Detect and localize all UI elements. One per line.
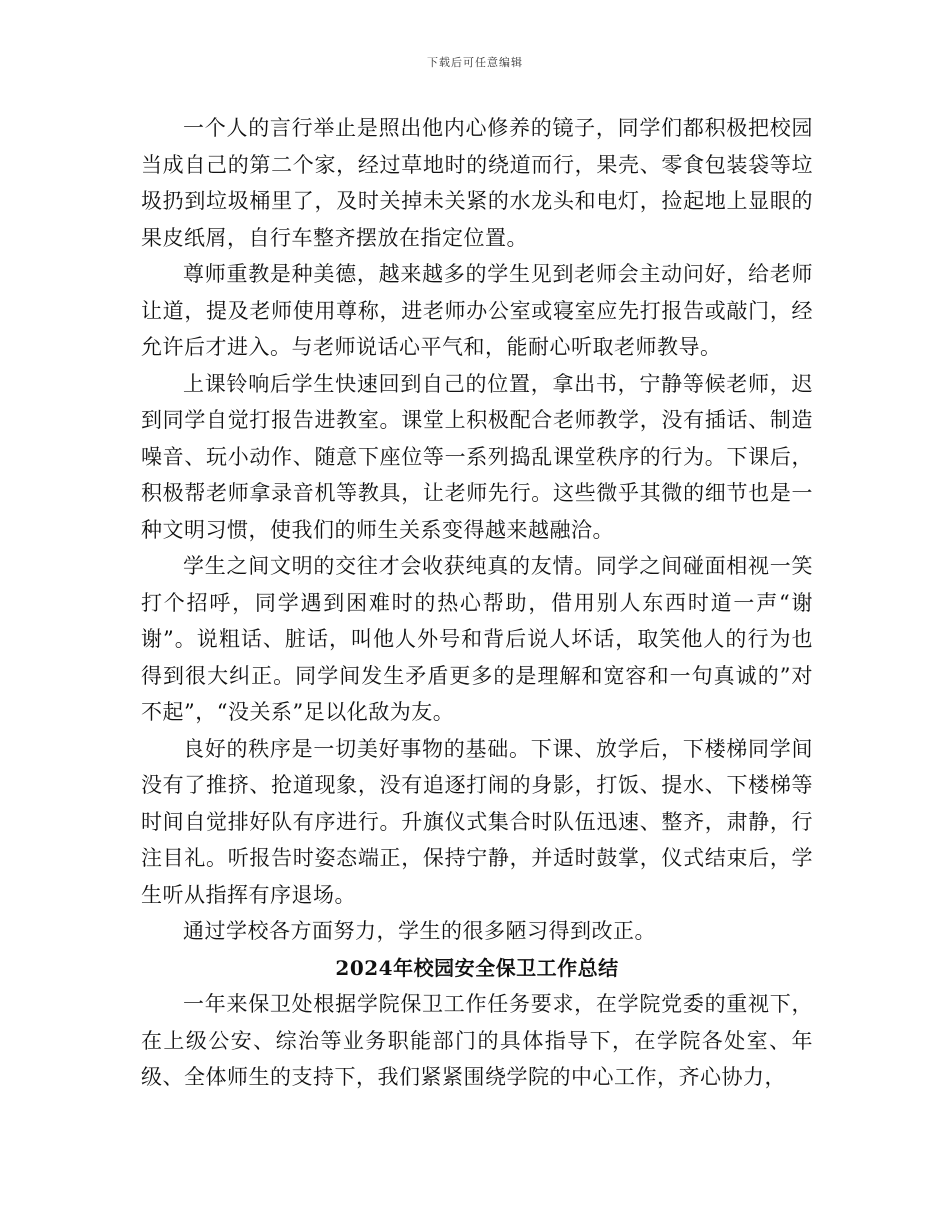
paragraph-good-order: 良好的秩序是一切美好事物的基础。下课、放学后，下楼梯同学间没有了推挤、抢道现象，没有追逐打闹的身影，打饭、提水、下楼梯等时间自觉排好队有序进行。升旗仪式集合时队伍迅速、整齐，肃静，行注目礼。听报告时姿态端正，保持宁静，并适时鼓掌，仪式结束后，学生听从指挥有序退场。	[141, 736, 813, 907]
page-header: 下载后可任意编辑	[427, 56, 523, 69]
paragraph-security-intro: 一年来保卫处根据学院保卫工作任务要求，在学院党委的重视下，在上级公安、综治等业务职能部门的具体指导下，在学院各处室、年级、全体师生的支持下，我们紧紧围绕学院的中心工作，齐心协力，	[141, 992, 813, 1089]
paragraph-classroom-order: 上课铃响后学生快速回到自己的位置，拿出书，宁静等候老师，迟到同学自觉打报告进教室。课堂上积极配合老师教学，没有插话、制造噪音、玩小动作、随意下座位等一系列捣乱课堂秩序的行为。下课后，积极帮老师拿录音机等教具，让老师先行。这些微乎其微的细节也是一种文明习惯，使我们的师生关系变得越来越融洽。	[141, 371, 813, 542]
paragraph-etiquette: 一个人的言行举止是照出他内心修养的镜子，同学们都积极把校园当成自己的第二个家，经过草地时的绕道而行，果壳、零食包装袋等垃圾扔到垃圾桶里了，及时关掉未关紧的水龙头和电灯，捡起地上显眼的果皮纸屑，自行车整齐摆放在指定位置。	[141, 116, 813, 250]
document-body	[141, 110, 813, 1096]
paragraph-conclusion: 通过学校各方面努力，学生的很多陋习得到改正。	[183, 919, 656, 943]
paragraph-respect-teachers: 尊师重教是种美德，越来越多的学生见到老师会主动问好，给老师让道，提及老师使用尊称，进老师办公室或寝室应先打报告或敲门，经允许后才进入。与老师说话心平气和，能耐心听取老师教导。	[141, 262, 813, 359]
paragraph-student-relations: 学生之间文明的交往才会收获纯真的友情。同学之间碰面相视一笑打个招呼，同学遇到困难时的热心帮助，借用别人东西时道一声“谢谢”。说粗话、脏话，叫他人外号和背后说人坏话，取笑他人的行为也得到很大纠正。同学间发生矛盾更多的是理解和宽容和一句真诚的”对不起”，“没关系”足以化敌为友。	[141, 554, 813, 724]
section-title: 2024年校园安全保卫工作总结	[335, 955, 619, 980]
